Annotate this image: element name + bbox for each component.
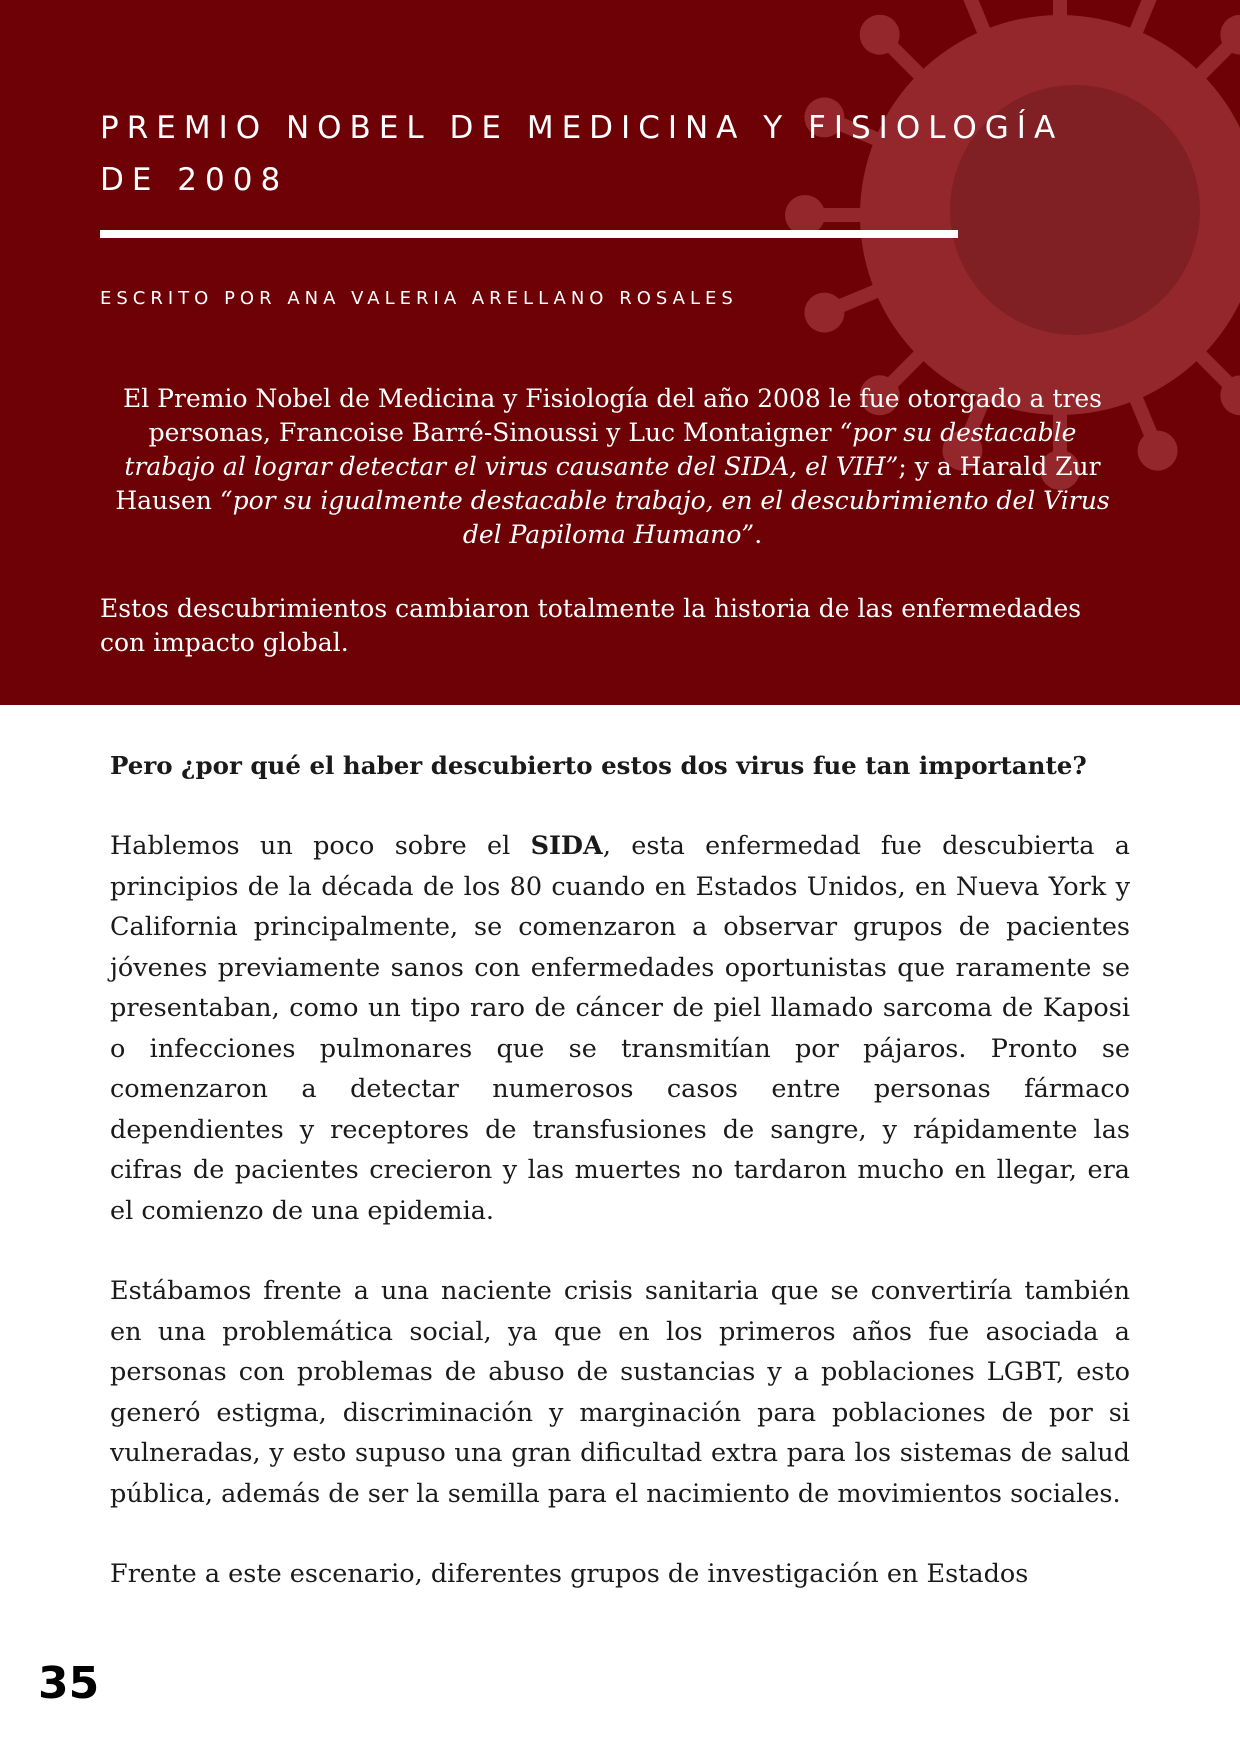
intro-quote-vph: “por su igualmente destacable trabajo, en el descubrimiento del Virus del Papiloma Humano” xyxy=(219,486,1110,549)
header-banner xyxy=(0,0,1240,705)
virus-spike-tip xyxy=(804,293,844,333)
author-byline: ESCRITO POR ANA VALERIA ARELLANO ROSALES xyxy=(100,288,738,309)
body-paragraph-2: Estábamos frente a una naciente crisis sanitaria que se convertiría también en una problemática social, ya que en los primeros años fue asociada a personas con problemas de abuso de sustancias y a poblaciones LGBT, esto generó estigma, discriminación y marginación para poblaciones de por si vulneradas, y esto supuso una gran dificultad extra para los sistemas de salud pública, además de ser la semilla para el nacimiento de movimientos sociales. xyxy=(110,1276,1130,1509)
virus-spike-tip xyxy=(1138,431,1178,471)
section-question: Pero ¿por qué el haber descubierto estos dos virus fue tan importante? xyxy=(110,751,1087,780)
title-divider xyxy=(100,230,958,238)
body-paragraph-3: Frente a este escenario, diferentes grupos de investigación en Estados xyxy=(110,1559,1029,1589)
intro-quote-vih: “por su destacable trabajo al lograr detectar el virus causante del SIDA, el VIH” xyxy=(124,418,1077,481)
sida-term: SIDA xyxy=(530,831,603,861)
intro-paragraph-2: Estos descubrimientos cambiaron totalmente la historia de las enfermedades con impacto global. xyxy=(100,594,1082,657)
intro-paragraph: El Premio Nobel de Medicina y Fisiología del año 2008 le fue otorgado a tres personas, Francoise Barré-Sinoussi y Luc Montaigner “por su destacable trabajo al lograr detectar el virus causante del SIDA, el VIH”; y a Harald Zur Hausen “por su igualmente destacable trabajo, en el descubrimiento del Virus del Papiloma Humano”. xyxy=(115,384,1110,549)
article-body xyxy=(110,746,1130,1635)
article-title: PREMIO NOBEL DE MEDICINA Y FISIOLOGÍA DE 2008 xyxy=(100,110,1064,198)
virus-spike-tip xyxy=(860,15,900,55)
page-number: 35 xyxy=(38,1658,100,1709)
body-paragraph-1: Hablemos un poco sobre el SIDA, esta enfermedad fue descubierta a principios de la década de los 80 cuando en Estados Unidos, en Nueva York y California principalmente, se comenzaron a observar grupos de pacientes jóvenes previamente sanos con enfermedades oportunistas que raramente se presentaban, como un tipo raro de cáncer de piel llamado sarcoma de Kaposi o infecciones pulmonares que se transmitían por pájaros. Pronto se comenzaron a detectar numerosos casos entre personas fármaco dependientes y receptores de transfusiones de sangre, y rápidamente las cifras de pacientes crecieron y las muertes no tardaron mucho en llegar, era el comienzo de una epidemia. xyxy=(110,831,1131,1226)
